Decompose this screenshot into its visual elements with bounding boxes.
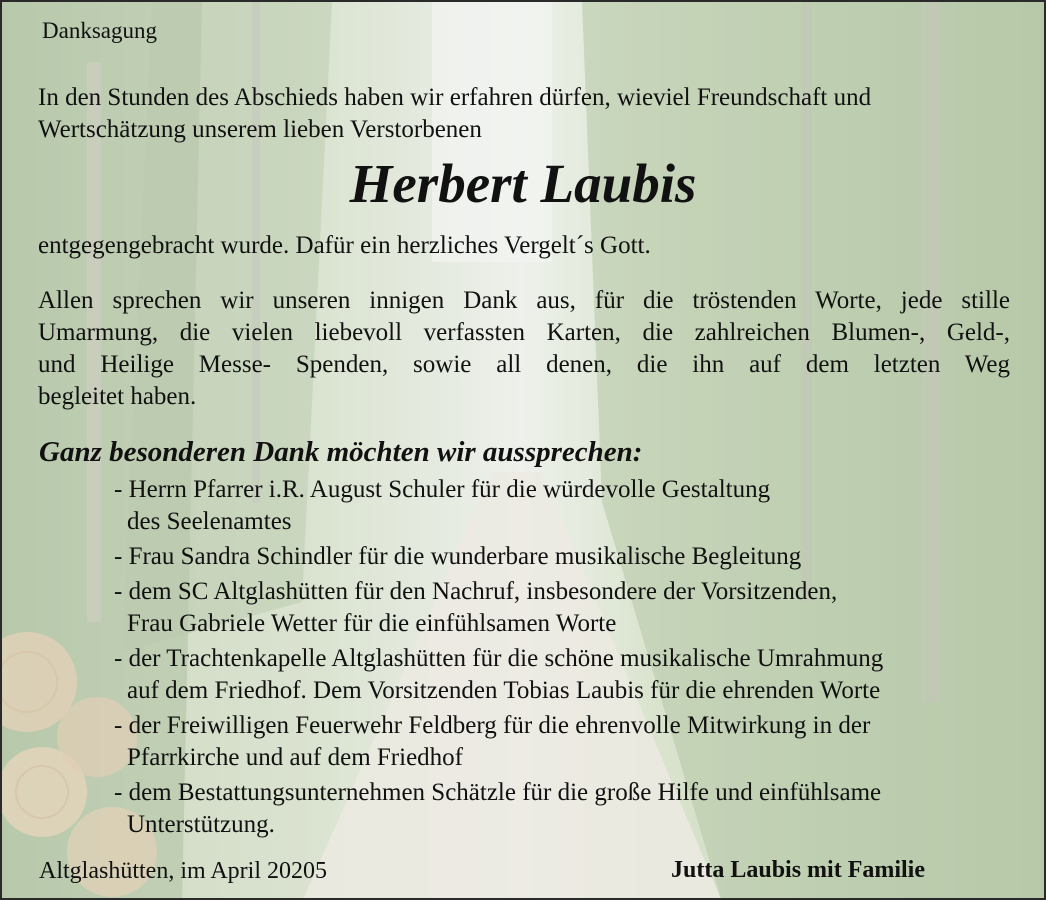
list-item: - Herrn Pfarrer i.R. August Schuler für die würdevolle Gestaltung des Seelenamtes xyxy=(114,476,771,535)
list-item: - Frau Sandra Schindler für die wunderbare musikalische Begleitung xyxy=(114,543,802,570)
list-item: - der Freiwilligen Feuerwehr Feldberg für die ehrenvolle Mitwirkung in der Pfarrkirche und auf dem Friedhof xyxy=(114,712,871,771)
signature: Jutta Laubis mit Familie xyxy=(671,857,926,883)
place-date: Altglashütten, im April 20205 xyxy=(39,858,327,884)
special-thanks-heading: Ganz besonderen Dank möchten wir aussprechen: xyxy=(39,436,643,468)
list-item: - dem SC Altglashütten für den Nachruf, insbesondere der Vorsitzenden, Frau Gabriele Wetter für die einfühlsamen Worte xyxy=(114,578,838,637)
intro-line-2: Wertschätzung unserem lieben Verstorbenen xyxy=(38,116,482,143)
thanks-paragraph-line: und Heilige Messe- Spenden, sowie all denen, die ihn auf dem letzten Weg xyxy=(38,351,1010,378)
list-item: - der Trachtenkapelle Altglashütten für die schöne musikalische Umrahmung auf dem Friedhof. Dem Vorsitzenden Tobias Laubis für die ehrenden Worte xyxy=(114,645,884,704)
notice-heading: Danksagung xyxy=(42,18,157,43)
thanks-list xyxy=(114,474,883,841)
thanks-paragraph-line: Allen sprechen wir unseren innigen Dank aus, für die tröstenden Worte, jede stille xyxy=(38,287,1010,314)
deceased-name: Herbert Laubis xyxy=(349,153,697,214)
intro-line-1: In den Stunden des Abschieds haben wir erfahren dürfen, wieviel Freundschaft und xyxy=(38,84,872,111)
intro-line-3: entgegengebracht wurde. Dafür ein herzliches Vergelt´s Gott. xyxy=(38,232,651,259)
intro-text xyxy=(38,82,871,146)
thanks-paragraph xyxy=(38,285,1010,413)
list-item: - dem Bestattungsunternehmen Schätzle für die große Hilfe und einfühlsame Unterstützung. xyxy=(114,779,882,838)
thanks-paragraph-line: Umarmung, die vielen liebevoll verfassten Karten, die zahlreichen Blumen-, Geld-, xyxy=(38,319,1010,346)
thanks-paragraph-line: begleitet haben. xyxy=(38,383,197,410)
